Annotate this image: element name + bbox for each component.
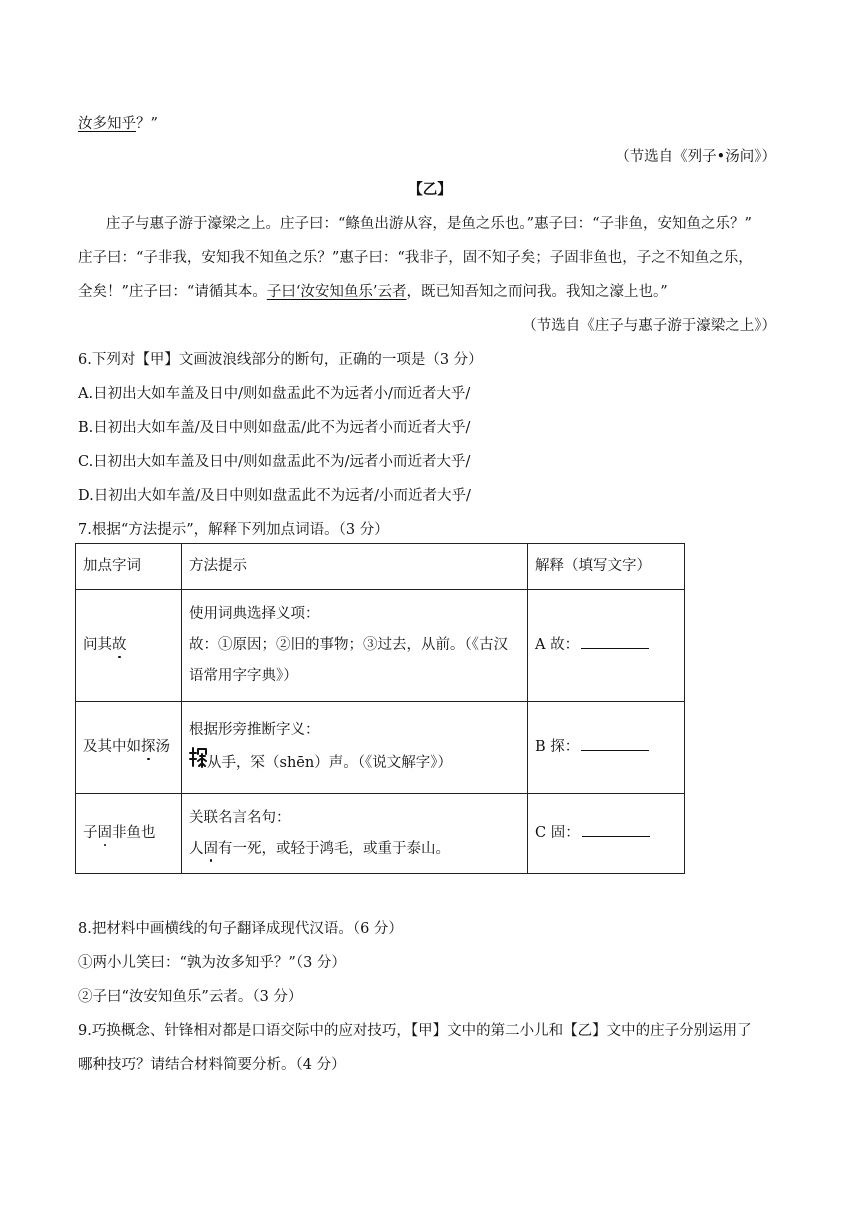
answer-cell: A 故：: [528, 590, 685, 702]
word-cell: 子固非鱼也: [76, 794, 182, 874]
dotted-char: 固: [203, 840, 218, 857]
header-word: 加点字词: [76, 544, 182, 590]
answer-blank[interactable]: [582, 822, 650, 837]
q9-line-2: 哪种技巧？请结合材料简要分析。（4 分）: [78, 1057, 346, 1073]
q6-stem: 6.下列对【甲】文画波浪线部分的断句，正确的一项是（3 分）: [78, 352, 483, 368]
answer-cell: B 探：: [528, 702, 685, 794]
yi-source: （节选自《庄子与惠子游于濠梁之上》）: [522, 318, 776, 334]
q9-line-1: 9.巧换概念、针锋相对都是口语交际中的应对技巧，【甲】文中的第二小儿和【乙】文中的庄子分别运用了: [78, 1023, 752, 1039]
header-hint: 方法提示: [182, 544, 528, 590]
yi-line-3: 全矣！”庄子曰：“请循其本。子曰‘汝安知鱼乐’云者，既已知吾知之而问我。我知之濠上也。”: [78, 284, 668, 300]
dotted-char: 故: [112, 637, 127, 653]
yi-heading: 【乙】: [408, 181, 452, 198]
q6-option-b: B.日初出大如车盖/及日中则如盘盂/此不为远者小而近者大乎/: [78, 420, 471, 436]
q6-option-c: C.日初出大如车盖及日中/则如盘盂此不为/远者小而近者大乎/: [78, 454, 471, 470]
q6-option-a: A.日初出大如车盖及日中/则如盘盂此不为远者小/而近者大乎/: [78, 386, 471, 402]
answer-blank[interactable]: [581, 634, 649, 649]
answer-cell: C 固：: [528, 794, 685, 874]
q7-stem: 7.根据“方法提示”，解释下列加点词语。（3 分）: [78, 522, 389, 538]
table-row: [76, 702, 685, 794]
q6-option-d: D.日初出大如车盖/及日中则如盘盂此不为远者/小而近者大乎/: [78, 488, 471, 504]
q8-item-1: ①两小儿笑曰：“孰为汝多知乎？”（3 分）: [78, 955, 346, 971]
header-answer: 解释（填写文字）: [528, 544, 685, 590]
yi-line-2: 庄子曰：“子非我，安知我不知鱼之乐？”惠子曰：“我非子，固不知子矣；子固非鱼也，子之不知鱼之乐，: [78, 250, 753, 266]
table-header-row: [76, 544, 685, 590]
answer-blank[interactable]: [581, 736, 649, 751]
q8-item-2: ②子曰“汝安知鱼乐”云者。（3 分）: [78, 989, 303, 1005]
q7-table: [75, 543, 685, 874]
dotted-char: 探: [141, 739, 156, 755]
jia-passage-tail: 汝多知乎？”: [78, 116, 158, 132]
yi-line-1: 庄子与惠子游于濠梁之上。庄子曰：“鲦鱼出游从容，是鱼之乐也。”惠子曰：“子非鱼，安知鱼之乐？”: [106, 216, 752, 232]
seal-script-icon: [189, 746, 207, 780]
dotted-char: 固: [97, 825, 112, 841]
hint-cell: 关联名言名句： 人固有一死，或轻于鸿毛，或重于泰山。: [182, 794, 528, 874]
hint-cell: 根据形旁推断字义： 从手，罙（shēn）声。（《说文解字》）: [182, 702, 528, 794]
hint-cell: 使用词典选择义项： 故：①原因；②旧的事物；③过去，从前。（《古汉 语常用字字典》）: [182, 590, 528, 702]
table-row: [76, 794, 685, 874]
jia-source: （节选自《列子•汤问》）: [615, 149, 776, 165]
word-cell: 及其中如探汤: [76, 702, 182, 794]
table-row: [76, 590, 685, 702]
underlined-sentence: 汝多知乎: [78, 116, 136, 132]
q8-stem: 8.把材料中画横线的句子翻译成现代汉语。（6 分）: [78, 921, 403, 937]
word-cell: 问其故: [76, 590, 182, 702]
underlined-sentence: 子曰‘汝安知鱼乐’云者: [266, 284, 407, 300]
